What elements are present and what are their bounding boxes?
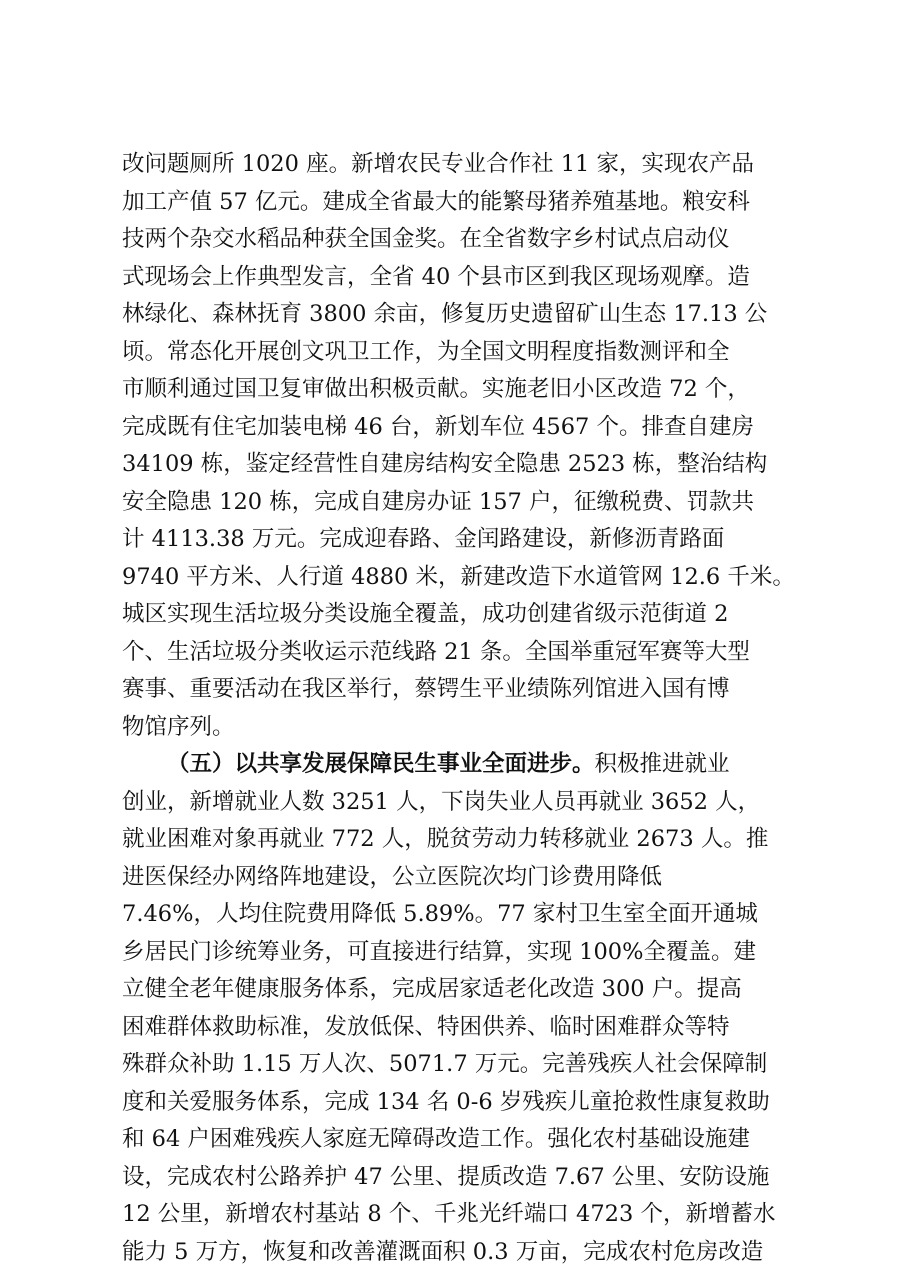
paragraph-line: 加工产值 57 亿元。建成全省最大的能繁母猪养殖基地。粮安科 [122,188,750,215]
paragraph-line: 物馆序列。 [122,713,235,740]
paragraph-line: 9740 平方米、人行道 4880 米，新建改造下水道管网 12.6 千米。 [122,563,795,590]
document-body [122,146,812,1271]
paragraph-line: 改问题厕所 1020 座。新增农民专业合作社 11 家，实现农产品 [122,151,755,177]
paragraph-line: 式现场会上作典型发言，全省 40 个县市区到我区现场观摩。造 [122,263,750,290]
paragraph-line: 市顺利通过国卫复审做出积极贡献。实施老旧小区改造 72 个， [122,376,750,402]
paragraph-line: 困难群体救助标准，发放低保、特困供养、临时困难群众等特 [122,1013,730,1040]
paragraph-line: 7.46%，人均住院费用降低 5.89%。77 家村卫生室全面开通城 [122,901,758,927]
paragraph-line: 就业困难对象再就业 772 人，脱贫劳动力转移就业 2673 人。推 [122,826,769,852]
paragraph-line: 完成既有住宅加装电梯 46 台，新划车位 4567 个。排查自建房 [122,413,755,440]
paragraph-line: 计 4113.38 万元。完成迎春路、金闰路建设，新修沥青路面 [122,526,725,552]
paragraph-line: 和 64 户困难残疾人家庭无障碍改造工作。强化农村基础设施建 [122,1126,750,1152]
paragraph-line: 34109 栋，鉴定经营性自建房结构安全隐患 2523 栋，整治结构 [122,451,768,477]
paragraph-line: 乡居民门诊统筹业务，可直接进行结算，实现 100%全覆盖。建 [122,938,756,965]
paragraph-line: 立健全老年健康服务体系，完成居家适老化改造 300 户。提高 [122,976,742,1002]
paragraph-line: 度和关爱服务体系，完成 134 名 0-6 岁残疾儿童抢救性康复救助 [122,1088,770,1115]
section-first-line-text: 积极推进就业 [594,751,730,777]
paragraph-line: 技两个杂交水稻品种获全国金奖。在全省数字乡村试点启动仪 [122,226,730,252]
section-first-line [122,746,812,784]
paragraph-line: 安全隐患 120 栋，完成自建房办证 157 户，征缴税费、罚款共 [122,488,755,515]
paragraph-line: 创业，新增就业人数 3251 人，下岗失业人员再就业 3652 人， [122,788,761,815]
paragraph-line: 进医保经办网络阵地建设，公立医院次均门诊费用降低 [122,863,663,890]
paragraph-line: 12 公里，新增农村基站 8 个、千兆光纤端口 4723 个，新增蓄水 [122,1201,776,1227]
paragraph-line: 赛事、重要活动在我区举行，蔡锷生平业绩陈列馆进入国有博 [122,676,730,702]
paragraph-line: 林绿化、森林抚育 3800 余亩，修复历史遗留矿山生态 17.13 公 [122,301,768,327]
section-heading: （五）以共享发展保障民生事业全面进步。 [167,751,595,777]
paragraph-line: 个、生活垃圾分类收运示范线路 21 条。全国举重冠军赛等大型 [122,638,750,665]
paragraph-line: 顷。常态化开展创文巩卫工作，为全国文明程度指数测评和全 [122,338,730,365]
paragraph-line: 殊群众补助 1.15 万人次、5071.7 万元。完善残疾人社会保障制 [122,1051,768,1077]
paragraph-line: 城区实现生活垃圾分类设施全覆盖，成功创建省级示范街道 2 [122,601,729,627]
paragraph-line: 设，完成农村公路养护 47 公里、提质改造 7.67 公里、安防设施 [122,1163,770,1190]
paragraph-line: 能力 5 万方，恢复和改善灌溉面积 0.3 万亩，完成农村危房改造 [122,1238,764,1265]
